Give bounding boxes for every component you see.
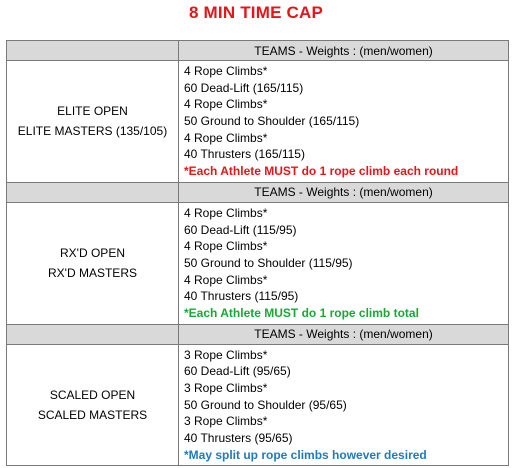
section-row-scaled [7, 344, 509, 466]
workout-line: 3 Rope Climbs* [184, 414, 268, 429]
header-blank-cell [7, 41, 179, 61]
division-cell [7, 202, 179, 324]
section-header-row [7, 182, 509, 202]
workout-line: 40 Thrusters (165/115) [184, 147, 305, 162]
workout-cell [179, 202, 509, 324]
workout-line: 50 Ground to Shoulder (165/115) [184, 114, 360, 129]
workout-line: 4 Rope Climbs* [184, 97, 268, 112]
division-cell [7, 344, 179, 466]
workout-line: 50 Ground to Shoulder (95/65) [184, 397, 347, 412]
weights-header: TEAMS - Weights : (men/women) [179, 182, 509, 202]
workout-line: 4 Rope Climbs* [184, 130, 268, 145]
workout-note: *May split up rope climbs however desired [184, 447, 427, 462]
header-blank-cell [7, 182, 179, 202]
division-name: SCALED MASTERS [37, 408, 148, 423]
division-cell [7, 61, 179, 183]
division-name: ELITE MASTERS (135/105) [17, 124, 168, 139]
workout-cell [179, 61, 509, 183]
weights-header: TEAMS - Weights : (men/women) [179, 41, 509, 61]
page-title: 8 MIN TIME CAP [188, 3, 324, 22]
workout-note: *Each Athlete MUST do 1 rope climb total [184, 305, 419, 320]
workout-line: 4 Rope Climbs* [184, 64, 268, 78]
section-header-row [7, 41, 509, 61]
workout-line: 3 Rope Climbs* [184, 347, 268, 362]
workout-table [6, 40, 509, 466]
section-header-row [7, 324, 509, 344]
division-name: SCALED OPEN [49, 388, 136, 403]
division-name: ELITE OPEN [57, 104, 128, 119]
workout-line: 60 Dead-Lift (115/95) [184, 222, 297, 237]
workout-line: 4 Rope Climbs* [184, 272, 268, 287]
workout-line: 4 Rope Climbs* [184, 205, 268, 220]
workout-line: 60 Dead-Lift (165/115) [184, 80, 304, 95]
workout-line: 40 Thrusters (95/65) [184, 431, 293, 446]
workout-cell [179, 344, 509, 466]
workout-line: 4 Rope Climbs* [184, 239, 268, 254]
workout-line: 40 Thrusters (115/95) [184, 289, 299, 304]
section-row-elite [7, 61, 509, 183]
section-row-rxd [7, 202, 509, 324]
workout-line: 50 Ground to Shoulder (115/95) [184, 255, 353, 270]
header-blank-cell [7, 324, 179, 344]
division-name: RX'D MASTERS [48, 266, 137, 281]
workout-line: 60 Dead-Lift (95/65) [184, 364, 291, 379]
workout-line: 3 Rope Climbs* [184, 381, 268, 395]
weights-header: TEAMS - Weights : (men/women) [179, 324, 509, 344]
division-name: RX'D OPEN [60, 246, 125, 261]
workout-note: *Each Athlete MUST do 1 rope climb each round [184, 164, 459, 179]
